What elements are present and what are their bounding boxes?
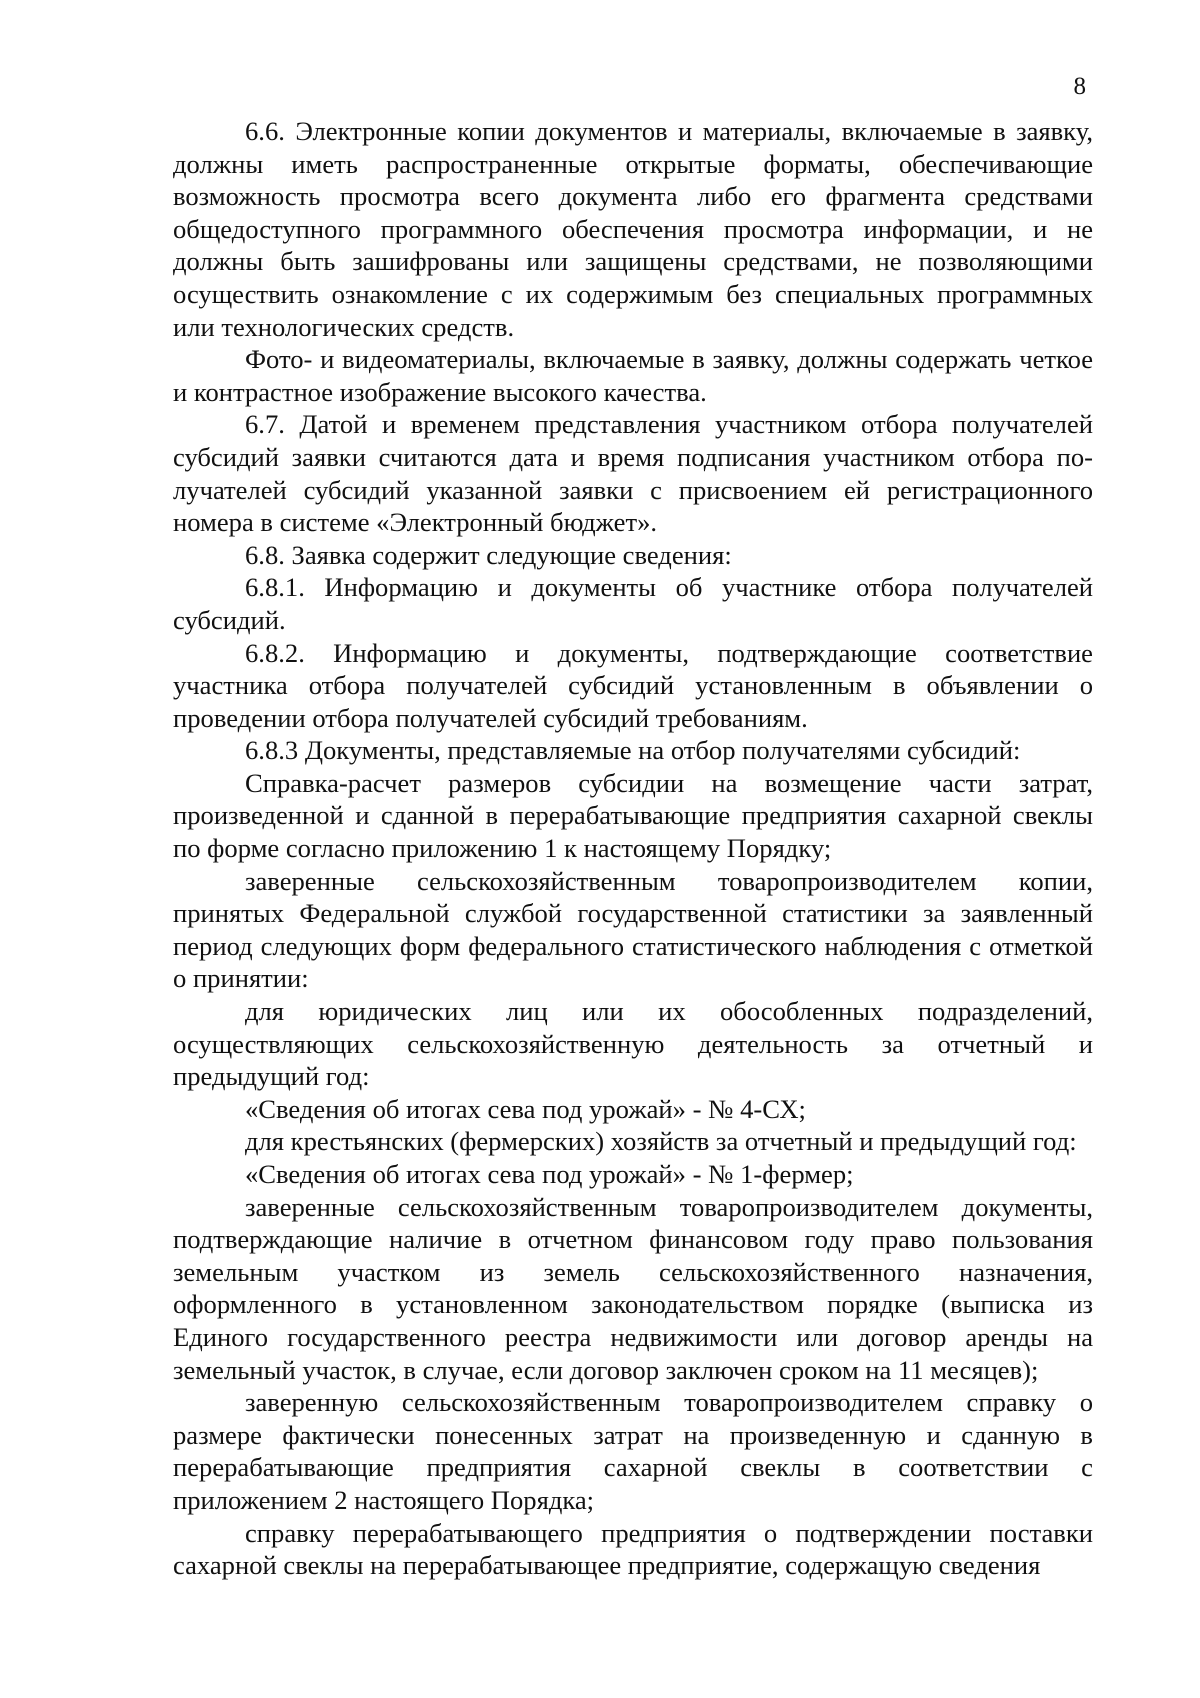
paragraph-legal-entities: для юридических лиц или их обособленных подразделений, осуществляющих сельскохозяйственную деятельность за отчетный и предыдущий год: [173, 996, 1093, 1092]
paragraph-6-7: 6.7. Датой и временем представления участником отбора получателей субсидий заявки считаются дата и время подписания участником отбора получателей субсидий указанной заявки с присвоением ей регистрационного номера в системе «Электронный бюджет». [173, 409, 1093, 538]
paragraph-costs-certificate: заверенную сельскохозяйственным товаропроизводителем справку о размере фактически понесенных затрат на произведенную и сданную в перерабатывающие предприятия сахарной свеклы в соответствии с приложением 2 настоящего Порядка; [173, 1387, 1093, 1515]
paragraph-6-8-3: 6.8.3 Документы, представляемые на отбор получателями субсидий: [245, 735, 1021, 766]
page-number: 8 [1073, 73, 1086, 100]
paragraph-photo-video: Фото- и видеоматериалы, включаемые в заявку, должны содержать четкое и контрастное изображение высокого качества. [173, 344, 1093, 407]
paragraph-land-documents: заверенные сельскохозяйственным товаропроизводителем документы, подтверждающие наличие в отчетном финансовом году право пользования земельным участком из земель сельскохозяйственного назначения, оформленного в установленном законодательством порядке (выписка из Единого государственного реестра недвижимости или договор аренды на земельный участок, в случае, если договор заключен сроком на 11 месяцев); [173, 1191, 1093, 1385]
paragraph-statistics-copies: заверенные сельскохозяйственным товаропроизводителем копии, принятых Федеральной службой государственной статистики за заявленный период следующих форм федерального статистического наблюдения с отметкой о принятии: [173, 865, 1093, 994]
paragraph-form-4-sh: «Сведения об итогах сева под урожай» - № 4-СХ; [245, 1093, 806, 1124]
paragraph-form-1-farmer: «Сведения об итогах сева под урожай» - № 1-фермер; [245, 1159, 854, 1189]
paragraph-processing-certificate: справку перерабатывающего предприятия о подтверждении поставки сахарной свеклы на перерабатывающее предприятие, содержащую сведения [173, 1517, 1093, 1581]
paragraph-calculation-certificate: Справка-расчет размеров субсидии на возмещение части затрат, произведенной и сданной в перерабатывающие предприятия сахарной свеклы по форме согласно приложению 1 к настоящему Порядку; [173, 767, 1093, 864]
paragraph-6-8-2: 6.8.2. Информацию и документы, подтверждающие соответствие участника отбора получателей субсидий установленным в объявлении о проведении отбора получателей субсидий требованиям. [173, 637, 1093, 733]
paragraph-6-8: 6.8. Заявка содержит следующие сведения: [245, 539, 732, 570]
paragraph-6-6: 6.6. Электронные копии документов и материалы, включаемые в заявку, должны иметь распространенные открытые форматы, обеспечивающие возможность просмотра всего документа либо его фрагмента средствами общедоступного программного обеспечения просмотра информации, и не должны быть зашифрованы или защищены средствами, не позволяющими осуществить ознакомление с их содержимым без специальных программных или технологических средств. [173, 116, 1093, 342]
paragraph-6-8-1: 6.8.1. Информацию и документы об участнике отбора получателей субсидий. [173, 572, 1093, 635]
paragraph-farms: для крестьянских (фермерских) хозяйств за отчетный и предыдущий год: [245, 1126, 1077, 1157]
document-body [173, 115, 1093, 1582]
